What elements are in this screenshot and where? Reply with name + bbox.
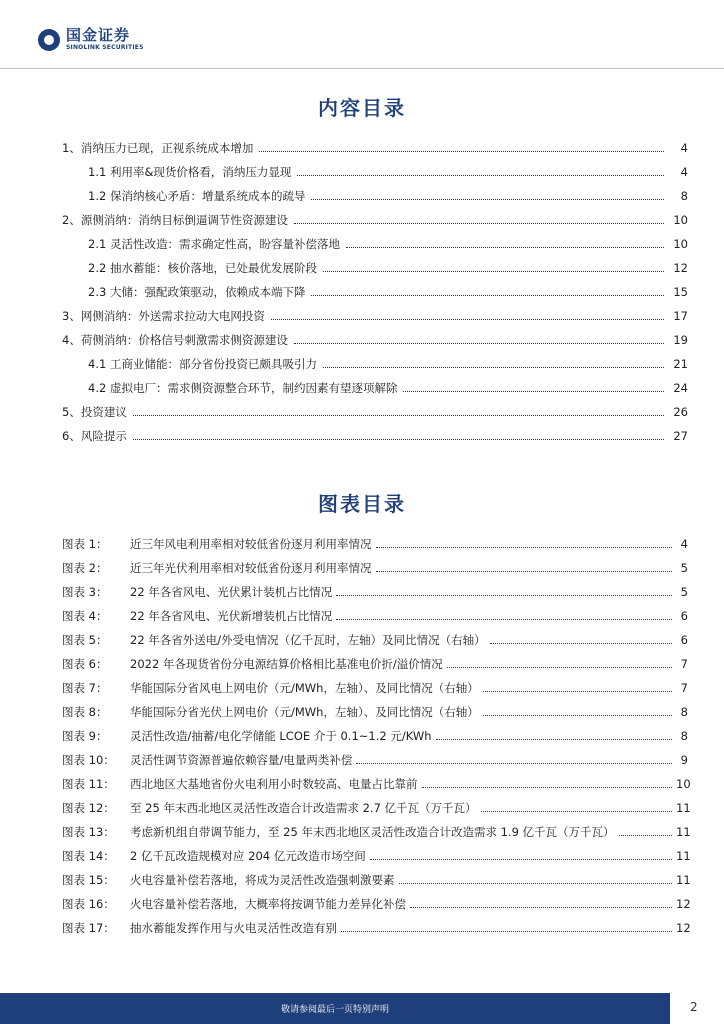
dot-leader [481,811,672,812]
dot-leader [336,595,672,596]
figure-entry-page: 5 [680,585,688,599]
company-logo [38,28,144,51]
page-footer [0,993,670,1024]
toc-entry[interactable] [62,184,688,208]
dot-leader [294,343,664,344]
toc-entry-title: 4、荷侧消纳：价格信号刺激需求侧资源建设 [62,333,288,347]
figure-entry-title: 22 年各省外送电/外受电情况（亿千瓦时，左轴）及同比情况（右轴） [130,633,486,647]
dot-leader [376,571,673,572]
figure-index-title: 图表目录 [318,492,406,516]
toc-entry[interactable] [62,208,688,232]
toc-entry[interactable] [62,328,688,352]
figure-entry-page: 12 [676,921,691,935]
dot-leader [294,223,664,224]
dot-leader [376,547,673,548]
toc-entry[interactable] [62,424,688,448]
figure-entry[interactable] [62,748,688,772]
dot-leader [311,295,664,296]
figure-entry-title: 2022 年各现货省份分电源结算价格相比基准电价折/溢价情况 [130,657,443,671]
toc-entry-title: 6、风险提示 [62,429,127,443]
toc-entry-page: 27 [673,429,688,443]
dot-leader [490,643,672,644]
figure-entry-title: 22 年各省风电、光伏新增装机占比情况 [130,609,333,623]
figure-entry-page: 6 [680,609,688,623]
footer-disclaimer: 敬请参阅最后一页特别声明 [280,1005,389,1015]
toc-entry-page: 21 [673,357,688,371]
figure-entry-title: 考虑新机组自带调节能力，至 25 年末西北地区灵活性改造合计改造需求 1.9 亿千瓦（万千瓦） [130,825,615,839]
toc-title: 内容目录 [318,96,406,120]
toc-entry-title: 2.2 抽水蓄能：核价落地，已处最优发展阶段 [88,261,317,275]
dot-leader [447,667,672,668]
toc-entry-title: 1.2 保消纳核心矛盾：增量系统成本的疏导 [88,189,306,203]
figure-entry-title: 火电容量补偿若落地，大概率将按调节能力差异化补偿 [130,897,406,911]
figure-entry-label: 图表 11： [62,777,115,791]
dot-leader [483,691,672,692]
figure-entry-page: 6 [680,633,688,647]
figure-entry[interactable] [62,580,688,604]
toc-entry-page: 10 [673,237,688,251]
toc-entry-title: 1.1 利用率&现货价格看，消纳压力显现 [88,165,292,179]
toc-entry-title: 4.2 虚拟电厂：需求侧资源整合环节，制约因素有望逐项解除 [88,381,398,395]
figure-entry-page: 9 [680,753,688,767]
toc-entry-title: 2.3 大储：强配政策驱动，依赖成本端下降 [88,285,306,299]
toc-entry[interactable] [62,304,688,328]
dot-leader [410,907,672,908]
figure-entry-page: 10 [676,777,691,791]
table-of-contents [62,136,688,448]
figure-entry-label: 图表 9： [62,729,108,743]
dot-leader [133,439,664,440]
toc-entry[interactable] [62,256,688,280]
figure-entry[interactable] [62,532,688,556]
figure-entry[interactable] [62,604,688,628]
toc-entry[interactable] [62,352,688,376]
toc-entry-page: 4 [680,141,688,155]
figure-entry-label: 图表 10： [62,753,115,767]
figure-entry[interactable] [62,724,688,748]
toc-entry-title: 5、投资建议 [62,405,127,419]
figure-entry-page: 11 [676,873,691,887]
dot-leader [619,835,672,836]
toc-entry-title: 2.1 灵活性改造：需求确定性高，盼容量补偿落地 [88,237,340,251]
figure-entry-title: 近三年风电利用率相对较低省份逐月利用率情况 [130,537,372,551]
toc-entry-page: 4 [680,165,688,179]
dot-leader [341,931,672,932]
toc-entry-page: 12 [673,261,688,275]
dot-leader [297,175,664,176]
figure-entry-label: 图表 2： [62,561,108,575]
figure-entry-label: 图表 6： [62,657,108,671]
toc-entry[interactable] [62,160,688,184]
figure-entry-page: 11 [676,801,691,815]
figure-entry-title: 华能国际分省风电上网电价（元/MWh，左轴）、及同比情况（右轴） [130,681,479,695]
toc-entry-title: 2、源侧消纳：消纳目标倒逼调节性资源建设 [62,213,288,227]
dot-leader [436,739,672,740]
header-divider [0,68,724,69]
figure-entry-page: 7 [680,681,688,695]
figure-entry-title: 2 亿千瓦改造规模对应 204 亿元改造市场空间 [130,849,366,863]
figure-entry[interactable] [62,772,691,796]
dot-leader [323,367,664,368]
figure-entry[interactable] [62,556,688,580]
figure-entry[interactable] [62,700,688,724]
page-number: 2 [690,1000,698,1014]
figure-entry-label: 图表 17： [62,921,115,935]
figure-entry-label: 图表 12： [62,801,115,815]
figure-index [62,532,691,940]
figure-entry-page: 11 [676,825,691,839]
toc-entry-page: 26 [673,405,688,419]
toc-entry[interactable] [62,280,688,304]
figure-entry-page: 5 [680,561,688,575]
figure-entry-title: 火电容量补偿若落地，将成为灵活性改造强刺激要素 [130,873,395,887]
logo-english-name: SINOLINK SECURITIES [66,44,144,51]
toc-entry-page: 15 [673,285,688,299]
figure-entry[interactable] [62,820,691,844]
dot-leader [346,247,664,248]
figure-entry-title: 至 25 年末西北地区灵活性改造合计改造需求 2.7 亿千瓦（万千瓦） [130,801,477,815]
toc-entry[interactable] [62,136,688,160]
toc-entry-page: 19 [673,333,688,347]
figure-entry-title: 灵活性改造/抽蓄/电化学储能 LCOE 介于 0.1~1.2 元/KWh [130,729,432,743]
figure-entry-label: 图表 5： [62,633,108,647]
figure-entry-page: 8 [680,729,688,743]
figure-entry[interactable] [62,676,688,700]
dot-leader [422,787,673,788]
toc-entry-page: 24 [673,381,688,395]
figure-entry-title: 灵活性调节资源普遍依赖容量/电量两类补偿 [130,753,353,767]
figure-entry-title: 抽水蓄能发挥作用与火电灵活性改造有别 [130,921,337,935]
toc-entry-page: 17 [673,309,688,323]
toc-entry-title: 4.1 工商业储能：部分省份投资已颇具吸引力 [88,357,317,371]
toc-entry[interactable] [62,376,688,400]
logo-icon [38,29,60,51]
dot-leader [483,715,672,716]
figure-entry-page: 8 [680,705,688,719]
figure-entry[interactable] [62,892,691,916]
figure-entry-title: 西北地区大基地省份火电利用小时数较高、电量占比靠前 [130,777,418,791]
dot-leader [133,415,664,416]
toc-entry-title: 1、消纳压力已现，正视系统成本增加 [62,141,254,155]
dot-leader [403,391,664,392]
dot-leader [336,619,672,620]
figure-entry-title: 近三年光伏利用率相对较低省份逐月利用率情况 [130,561,372,575]
toc-entry-page: 8 [680,189,688,203]
logo-chinese-name: 国金证券 [66,26,131,44]
dot-leader [271,319,664,320]
figure-entry[interactable] [62,868,691,892]
dot-leader [323,271,664,272]
figure-entry-title: 22 年各省风电、光伏累计装机占比情况 [130,585,333,599]
figure-entry[interactable] [62,652,688,676]
toc-entry[interactable] [62,232,688,256]
dot-leader [399,883,673,884]
figure-entry-label: 图表 13： [62,825,115,839]
figure-entry-title: 华能国际分省光伏上网电价（元/MWh，左轴）、及同比情况（右轴） [130,705,479,719]
figure-entry-label: 图表 3： [62,585,108,599]
toc-entry-page: 10 [673,213,688,227]
dot-leader [311,199,664,200]
figure-entry-label: 图表 8： [62,705,108,719]
figure-entry[interactable] [62,844,691,868]
page-header [0,0,724,68]
figure-entry-label: 图表 16： [62,897,115,911]
figure-entry-label: 图表 15： [62,873,115,887]
dot-leader [370,859,672,860]
figure-entry-page: 11 [676,849,691,863]
figure-entry-page: 12 [676,897,691,911]
figure-entry[interactable] [62,796,691,820]
figure-entry-label: 图表 7： [62,681,108,695]
figure-entry-label: 图表 14： [62,849,115,863]
toc-entry[interactable] [62,400,688,424]
figure-entry-label: 图表 1： [62,537,108,551]
figure-entry[interactable] [62,628,688,652]
dot-leader [259,151,664,152]
figure-entry[interactable] [62,916,691,940]
figure-entry-page: 7 [680,657,688,671]
figure-entry-page: 4 [680,537,688,551]
figure-entry-label: 图表 4： [62,609,108,623]
toc-entry-title: 3、网侧消纳：外送需求拉动大电网投资 [62,309,265,323]
dot-leader [356,763,672,764]
